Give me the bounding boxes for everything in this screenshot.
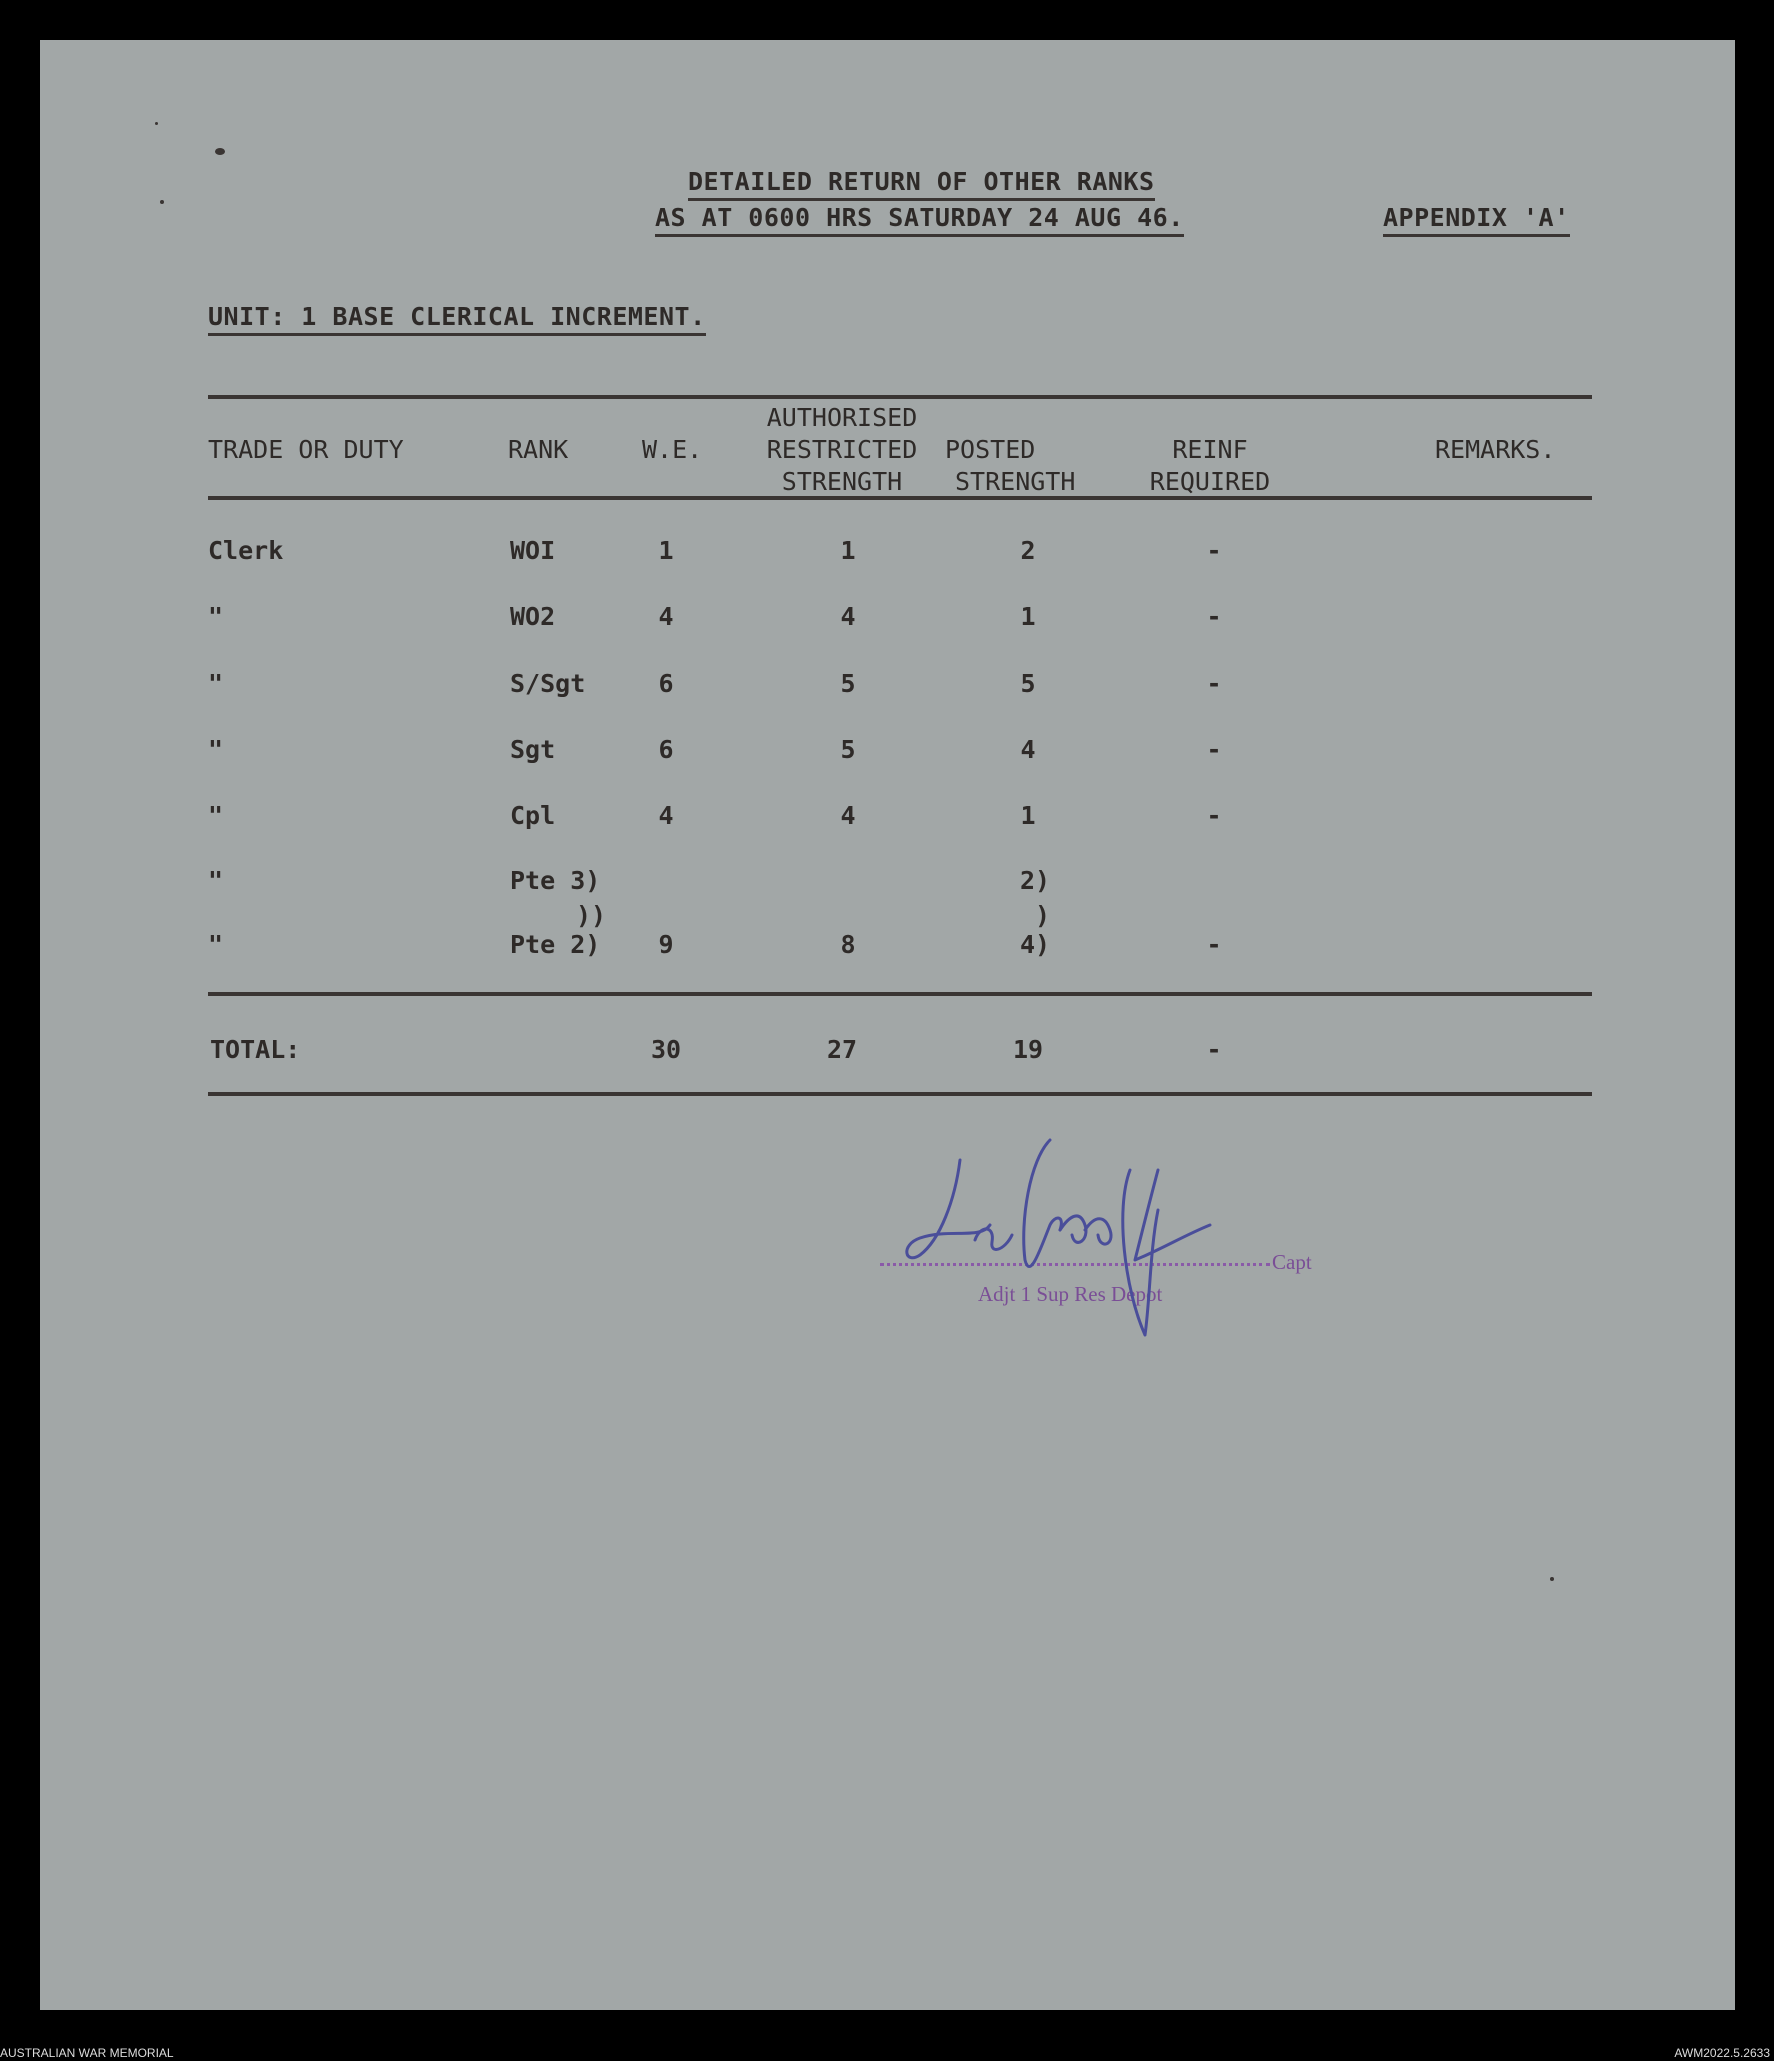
total-top-rule: [208, 992, 1592, 996]
cell-posted: 4): [1020, 930, 1051, 959]
header-we: W.E.: [642, 435, 703, 464]
total-label: TOTAL:: [210, 1035, 301, 1064]
archive-footer-left: AUSTRALIAN WAR MEMORIAL: [0, 2046, 174, 2060]
cell-trade: ": [208, 866, 224, 895]
cell-posted: 2): [1020, 866, 1051, 895]
cell-posted: 2: [1020, 536, 1036, 565]
paper-mark: [1550, 1577, 1554, 1581]
cell-posted: 4: [1020, 735, 1036, 764]
header-reinf-line2: REQUIRED: [1149, 467, 1271, 496]
cell-reinf: -: [1206, 536, 1222, 565]
unit-label: UNIT: 1 BASE CLERICAL INCREMENT.: [208, 302, 706, 336]
cell-rank: Pte 2): [510, 930, 601, 959]
cell-rank: )): [576, 901, 607, 930]
cell-we: 4: [658, 801, 674, 830]
cell-reinf: -: [1206, 735, 1222, 764]
cell-we: 6: [658, 669, 674, 698]
stamp-rank: Capt: [1272, 1250, 1312, 1274]
cell-trade: ": [208, 602, 224, 631]
cell-posted: ): [1035, 901, 1051, 930]
total-reinf: -: [1206, 1035, 1222, 1064]
cell-we: 6: [658, 735, 674, 764]
cell-we: 1: [658, 536, 674, 565]
total-auth: 27: [826, 1035, 858, 1064]
cell-auth: 8: [840, 930, 856, 959]
cell-auth: 4: [840, 602, 856, 631]
cell-trade: ": [208, 669, 224, 698]
cell-auth: 1: [840, 536, 856, 565]
cell-rank: WOI: [510, 536, 556, 565]
cell-posted: 1: [1020, 602, 1036, 631]
header-posted-line1: POSTED: [945, 435, 1036, 464]
paper-mark: [155, 122, 158, 125]
cell-auth: 5: [840, 669, 856, 698]
cell-rank: Cpl: [510, 801, 556, 830]
cell-rank: WO2: [510, 602, 556, 631]
cell-reinf: -: [1206, 669, 1222, 698]
cell-rank: S/Sgt: [510, 669, 586, 698]
cell-posted: 5: [1020, 669, 1036, 698]
appendix-label: APPENDIX 'A': [1383, 203, 1570, 237]
document-title-line2: AS AT 0600 HRS SATURDAY 24 AUG 46.: [655, 203, 1184, 237]
header-auth-line3: STRENGTH: [781, 467, 903, 496]
cell-posted: 1: [1020, 801, 1036, 830]
cell-we: 9: [658, 930, 674, 959]
header-reinf-line1: REINF: [1172, 435, 1248, 464]
total-posted: 19: [1012, 1035, 1044, 1064]
cell-we: 4: [658, 602, 674, 631]
total-we: 30: [650, 1035, 682, 1064]
cell-trade: ": [208, 735, 224, 764]
header-trade: TRADE OR DUTY: [208, 435, 404, 464]
header-auth-line1: AUTHORISED: [766, 403, 918, 432]
cell-rank: Sgt: [510, 735, 556, 764]
table-top-rule: [208, 395, 1592, 399]
cell-reinf: -: [1206, 801, 1222, 830]
cell-auth: 4: [840, 801, 856, 830]
cell-reinf: -: [1206, 602, 1222, 631]
handwritten-signature: [900, 1130, 1220, 1350]
cell-trade: ": [208, 801, 224, 830]
cell-trade: ": [208, 930, 224, 959]
document-title-line1: DETAILED RETURN OF OTHER RANKS: [688, 167, 1155, 201]
cell-reinf: -: [1206, 930, 1222, 959]
paper-mark: [160, 200, 164, 204]
header-auth-line2: RESTRICTED: [766, 435, 918, 464]
table-bottom-rule: [208, 1092, 1592, 1096]
archive-footer-right: AWM2022.5.2633: [1674, 2046, 1770, 2060]
paper-mark: [215, 148, 225, 155]
stamp-appointment: Adjt 1 Sup Res Depot: [978, 1282, 1163, 1306]
header-remarks: REMARKS.: [1435, 435, 1556, 464]
header-posted-line2: STRENGTH: [955, 467, 1076, 496]
cell-auth: 5: [840, 735, 856, 764]
header-rank: RANK: [508, 435, 569, 464]
cell-rank: Pte 3): [510, 866, 601, 895]
cell-trade: Clerk: [208, 536, 284, 565]
